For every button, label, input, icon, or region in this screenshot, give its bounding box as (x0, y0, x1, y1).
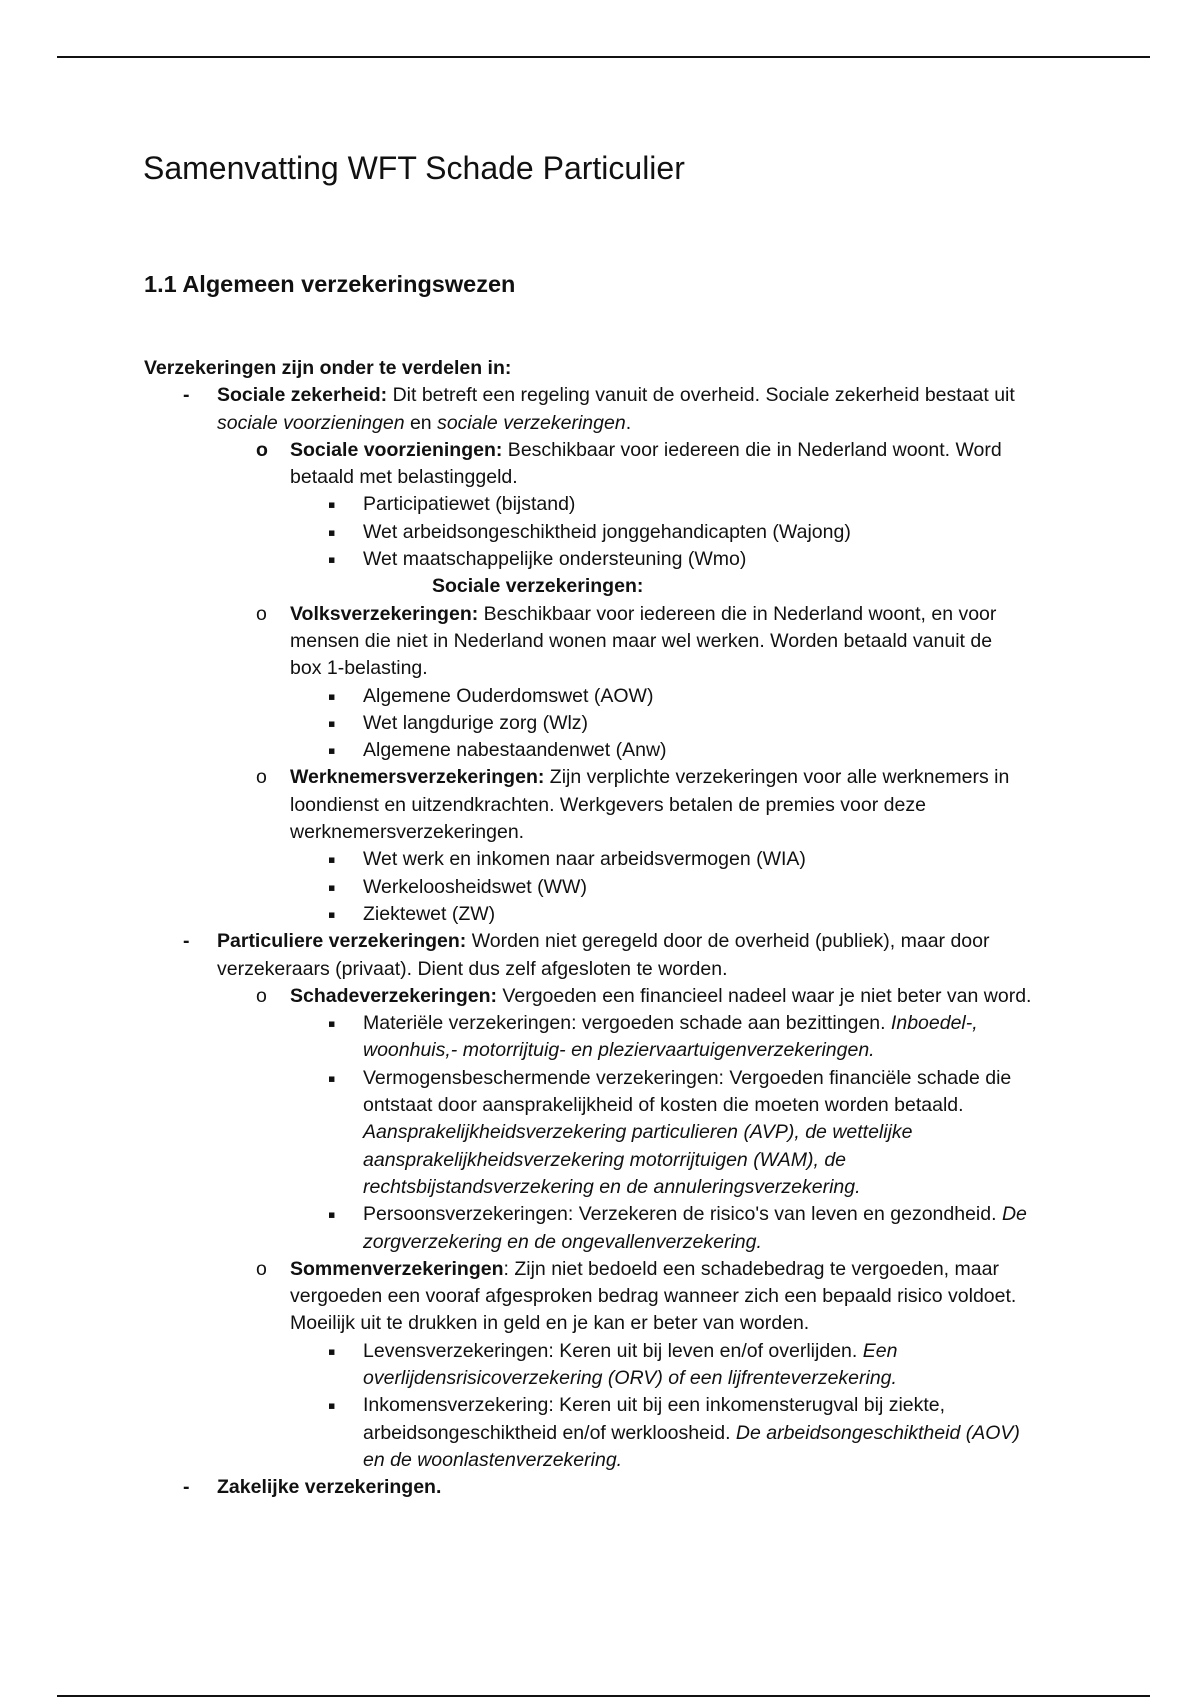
text-line (0, 1420, 1200, 1447)
text-line (0, 928, 1200, 955)
category-particuliere-verzekeringen (0, 928, 1200, 1474)
text-run: Wet arbeidsongeschiktheid jonggehandicapten (Wajong) (363, 520, 851, 543)
italic-run: De arbeidsongeschiktheid (AOV) (730, 1421, 1020, 1444)
list-item (0, 491, 1200, 518)
text-line (0, 1256, 1200, 1283)
group-label: Schadeverzekeringen: (290, 984, 498, 1007)
category-label: Particuliere verzekeringen: (217, 930, 467, 953)
text-line (0, 1174, 1200, 1201)
square-bullet: ▪ (328, 1208, 336, 1222)
text-run: Moeilijk uit te drukken in geld en je kan er beter van worden. (290, 1312, 810, 1335)
text-run: vergoeden een vooraf afgesproken bedrag wanneer zich een bepaald risico voldoet. (290, 1285, 1017, 1308)
text-line (0, 437, 1200, 464)
text-run: : Zijn niet bedoeld een schadebedrag te vergoeden, maar (503, 1257, 999, 1280)
list-item (0, 901, 1200, 928)
intro-text: Verzekeringen zijn onder te verdelen in: (144, 357, 512, 379)
list-item (0, 1338, 1200, 1393)
text-run: arbeidsongeschiktheid en/of werkloosheid. (363, 1421, 731, 1444)
group-volksverzekeringen (0, 601, 1200, 765)
text-line (0, 1338, 1200, 1365)
category-label: Zakelijke verzekeringen. (217, 1476, 442, 1499)
text-run: verzekeraars (privaat). Dient dus zelf afgesloten te worden. (217, 957, 728, 980)
text-run: box 1-belasting. (290, 657, 428, 680)
text-run: Inkomensverzekering: Keren uit bij een inkomensterugval bij ziekte, (363, 1394, 946, 1417)
text-run: Materiële verzekeringen: vergoeden schade aan bezittingen. (363, 1012, 886, 1035)
text-line (0, 1474, 1200, 1501)
text-run: ontstaat door aansprakelijkheid of kosten die moeten worden betaald. (363, 1094, 964, 1117)
text-run: Werkeloosheidswet (WW) (363, 875, 587, 898)
circle-bullet: o (256, 1257, 267, 1280)
text-line (0, 1092, 1200, 1119)
text-run: mensen die niet in Nederland wonen maar wel werken. Worden betaald vanuit de (290, 629, 993, 652)
italic-run: Inboedel-, (885, 1012, 978, 1035)
text-run: Beschikbaar voor iedereen die in Nederland woont, en voor (478, 602, 997, 625)
italic-run: overlijdensrisicoverzekering (ORV) of een lijfrenteverzekering. (363, 1366, 897, 1389)
group-sommenverzekeringen (0, 1256, 1200, 1474)
text-run: Ziektewet (ZW) (363, 902, 496, 925)
dash-bullet: - (183, 930, 190, 953)
italic-run: woonhuis,- motorrijtuig- en pleziervaartuigenverzekeringen. (363, 1039, 875, 1062)
square-bullet: ▪ (328, 525, 336, 539)
square-bullet: ▪ (328, 1017, 336, 1031)
category-label: Sociale zekerheid: (217, 384, 388, 407)
category-sociale-zekerheid (0, 382, 1200, 928)
text-line (0, 628, 1200, 655)
circle-bullet: o (256, 438, 268, 461)
list-item (0, 737, 1200, 764)
list-item (0, 1010, 1200, 1065)
text-run: werknemersverzekeringen. (290, 821, 525, 844)
text-line (0, 1147, 1200, 1174)
list-item (0, 846, 1200, 873)
square-bullet: ▪ (328, 744, 336, 758)
text-line (0, 1283, 1200, 1310)
square-bullet: ▪ (328, 853, 336, 867)
text-line (0, 1010, 1200, 1037)
text-run: Persoonsverzekeringen: Verzekeren de risico's van leven en gezondheid. (363, 1203, 997, 1226)
text-line (0, 1392, 1200, 1419)
square-bullet: ▪ (328, 1399, 336, 1413)
square-bullet: ▪ (328, 553, 336, 567)
top-rule (57, 56, 1150, 58)
text-run: en (404, 411, 438, 434)
circle-bullet: o (256, 984, 267, 1007)
list-item (0, 874, 1200, 901)
group-label: Werknemersverzekeringen: (290, 766, 545, 789)
italic-run: Een (857, 1339, 898, 1362)
italic-run: zorgverzekering en de ongevallenverzekering. (363, 1230, 762, 1253)
text-line (0, 819, 1200, 846)
text-line (0, 764, 1200, 791)
text-run: . (625, 411, 632, 434)
square-bullet: ▪ (328, 907, 336, 921)
dash-bullet: - (183, 1476, 190, 1499)
text-line (0, 1037, 1200, 1064)
text-run: Worden niet geregeld door de overheid (publiek), maar door (466, 930, 990, 953)
text-run: Wet maatschappelijke ondersteuning (Wmo) (363, 548, 747, 571)
list-item (0, 683, 1200, 710)
italic-run: De (996, 1203, 1027, 1226)
square-bullet: ▪ (328, 689, 336, 703)
text-run: Algemene Ouderdomswet (AOW) (363, 684, 654, 707)
square-bullet: ▪ (328, 498, 336, 512)
document-title: Samenvatting WFT Schade Particulier (143, 150, 685, 186)
text-run: Dit betreft een regeling vanuit de overheid. Sociale zekerheid bestaat uit (387, 384, 1015, 407)
text-run: Algemene nabestaandenwet (Anw) (363, 739, 667, 762)
dash-bullet: - (183, 384, 190, 407)
group-label: Sociale voorzieningen: (290, 438, 503, 461)
circle-bullet: o (256, 602, 267, 625)
list-item (0, 546, 1200, 573)
italic-run: rechtsbijstandsverzekering en de annuleringsverzekering. (363, 1175, 861, 1198)
text-line (0, 1229, 1200, 1256)
text-line (0, 1065, 1200, 1092)
italic-run: sociale voorzieningen (217, 411, 405, 434)
category-zakelijke-verzekeringen (0, 1474, 1200, 1501)
text-run: Vergoeden een financieel nadeel waar je niet beter van word. (497, 984, 1032, 1007)
italic-run: en de woonlastenverzekering. (363, 1448, 623, 1471)
text-run: Beschikbaar voor iedereen die in Nederland woont. Word (502, 438, 1002, 461)
text-run: Wet langdurige zorg (Wlz) (363, 711, 589, 734)
text-line (0, 1447, 1200, 1474)
square-bullet: ▪ (328, 716, 336, 730)
bottom-rule (57, 1695, 1150, 1697)
italic-run: sociale verzekeringen (437, 411, 626, 434)
square-bullet: ▪ (328, 1344, 336, 1358)
group-label: Volksverzekeringen: (290, 602, 479, 625)
list-item (0, 710, 1200, 737)
text-line (0, 983, 1200, 1010)
text-line (0, 1201, 1200, 1228)
text-run: Zijn verplichte verzekeringen voor alle werknemers in (544, 766, 1010, 789)
text-line (0, 464, 1200, 491)
list-item (0, 1201, 1200, 1256)
circle-bullet: o (256, 766, 267, 789)
text-line (0, 1365, 1200, 1392)
square-bullet: ▪ (328, 880, 336, 894)
text-run: Levensverzekeringen: Keren uit bij leven en/of overlijden. (363, 1339, 858, 1362)
italic-run: Aansprakelijkheidsverzekering particulieren (AVP), de wettelijke (363, 1121, 913, 1144)
text-line (0, 410, 1200, 437)
italic-run: aansprakelijkheidsverzekering motorrijtuigen (WAM), de (363, 1148, 847, 1171)
group-sociale-voorzieningen (0, 437, 1200, 573)
square-bullet: ▪ (328, 1071, 336, 1085)
text-run: Participatiewet (bijstand) (363, 493, 576, 516)
text-run: Vermogensbeschermende verzekeringen: Vergoeden financiële schade die (363, 1066, 1012, 1089)
text-line (0, 1310, 1200, 1337)
group-label: Sommenverzekeringen (290, 1257, 504, 1280)
text-line (0, 956, 1200, 983)
text-run: Wet werk en inkomen naar arbeidsvermogen (WIA) (363, 848, 806, 871)
section-heading: 1.1 Algemeen verzekeringswezen (144, 271, 516, 297)
document-body (0, 355, 1200, 1501)
list-item (0, 1065, 1200, 1201)
text-line (0, 1119, 1200, 1146)
text-run: loondienst en uitzendkrachten. Werkgevers betalen de premies voor deze (290, 793, 926, 816)
text-line (0, 792, 1200, 819)
list-item (0, 1392, 1200, 1474)
subheading-sociale-verzekeringen: Sociale verzekeringen: (432, 575, 644, 598)
text-line (0, 382, 1200, 409)
text-run: betaald met belastinggeld. (290, 466, 518, 489)
group-werknemersverzekeringen (0, 764, 1200, 928)
group-schadeverzekeringen (0, 983, 1200, 1256)
list-item (0, 519, 1200, 546)
text-line (0, 601, 1200, 628)
text-line (0, 655, 1200, 682)
